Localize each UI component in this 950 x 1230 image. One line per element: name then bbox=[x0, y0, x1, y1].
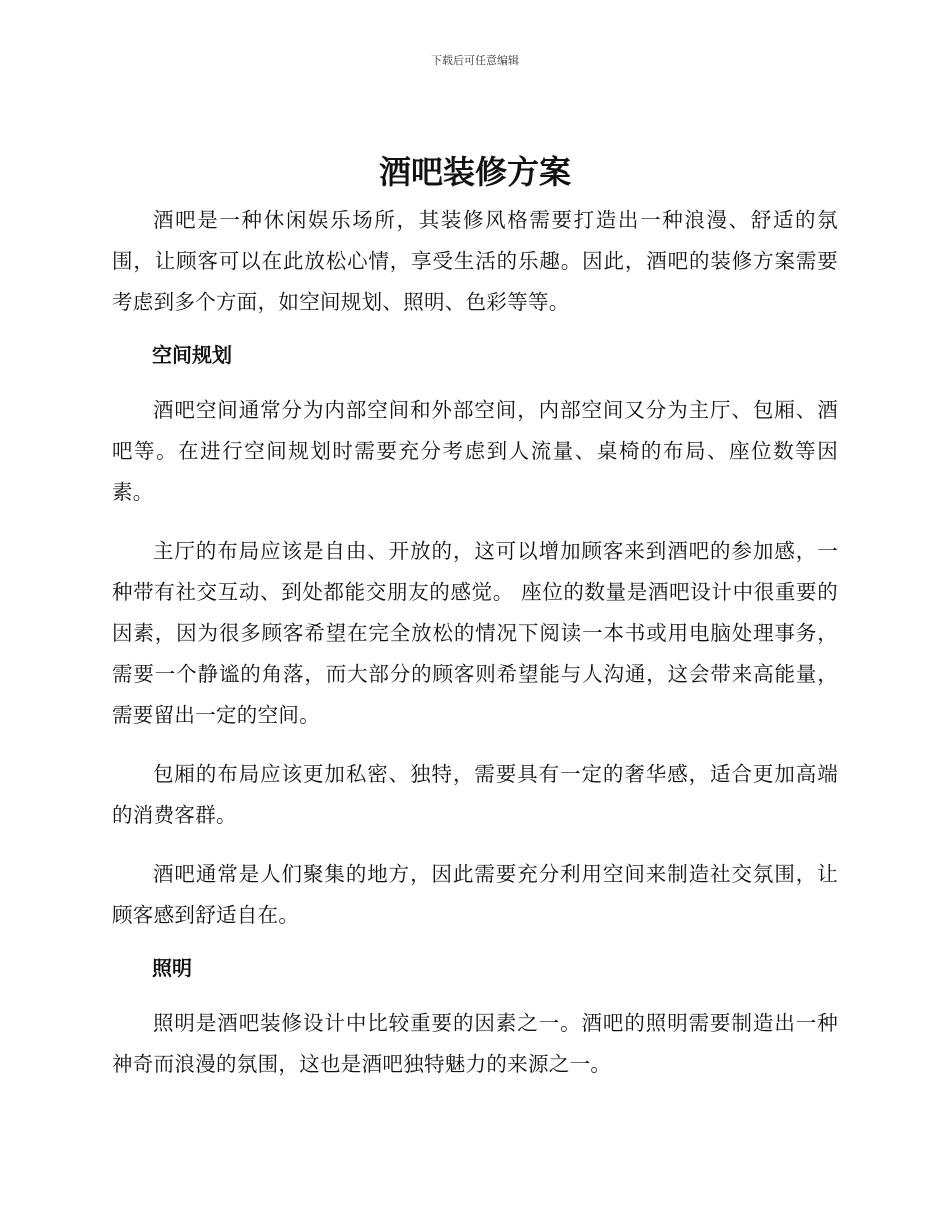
document-title: 酒吧装修方案 bbox=[378, 153, 571, 191]
paragraph-main-hall: 主厅的布局应该是自由、开放的，这可以增加顾客来到酒吧的参加感，一种带有社交互动、到处都能交朋友的感觉。 座位的数量是酒吧设计中很重要的因素，因为很多顾客希望在完全放松的情况下阅读一本书或用电脑处理事务，需要一个静谧的角落，而大部分的顾客则希望能与人沟通，这会带来高能量，需要留出一定的空间。 bbox=[112, 539, 838, 727]
paragraph-lighting: 照明是酒吧装修设计中比较重要的因素之一。酒吧的照明需要制造出一种神奇而浪漫的氛围，这也是酒吧独特魅力的来源之一。 bbox=[112, 1011, 838, 1076]
section-heading-space-planning: 空间规划 bbox=[152, 343, 232, 367]
paragraph-social-atmosphere: 酒吧通常是人们聚集的地方，因此需要充分利用空间来制造社交氛围，让顾客感到舒适自在。 bbox=[112, 862, 838, 927]
paragraph-space-overview: 酒吧空间通常分为内部空间和外部空间，内部空间又分为主厅、包厢、酒吧等。在进行空间规划时需要充分考虑到人流量、桌椅的布局、座位数等因素。 bbox=[112, 398, 838, 504]
paragraph-private-rooms: 包厢的布局应该更加私密、独特，需要具有一定的奢华感，适合更加高端的消费客群。 bbox=[112, 762, 838, 827]
intro-paragraph: 酒吧是一种休闲娱乐场所，其装修风格需要打造出一种浪漫、舒适的氛围，让顾客可以在此放松心情，享受生活的乐趣。因此，酒吧的装修方案需要考虑到多个方面，如空间规划、照明、色彩等等。 bbox=[112, 208, 838, 314]
section-heading-lighting: 照明 bbox=[152, 956, 192, 980]
page-header: 下载后可任意编辑 bbox=[431, 54, 519, 67]
document-body bbox=[112, 200, 838, 1085]
